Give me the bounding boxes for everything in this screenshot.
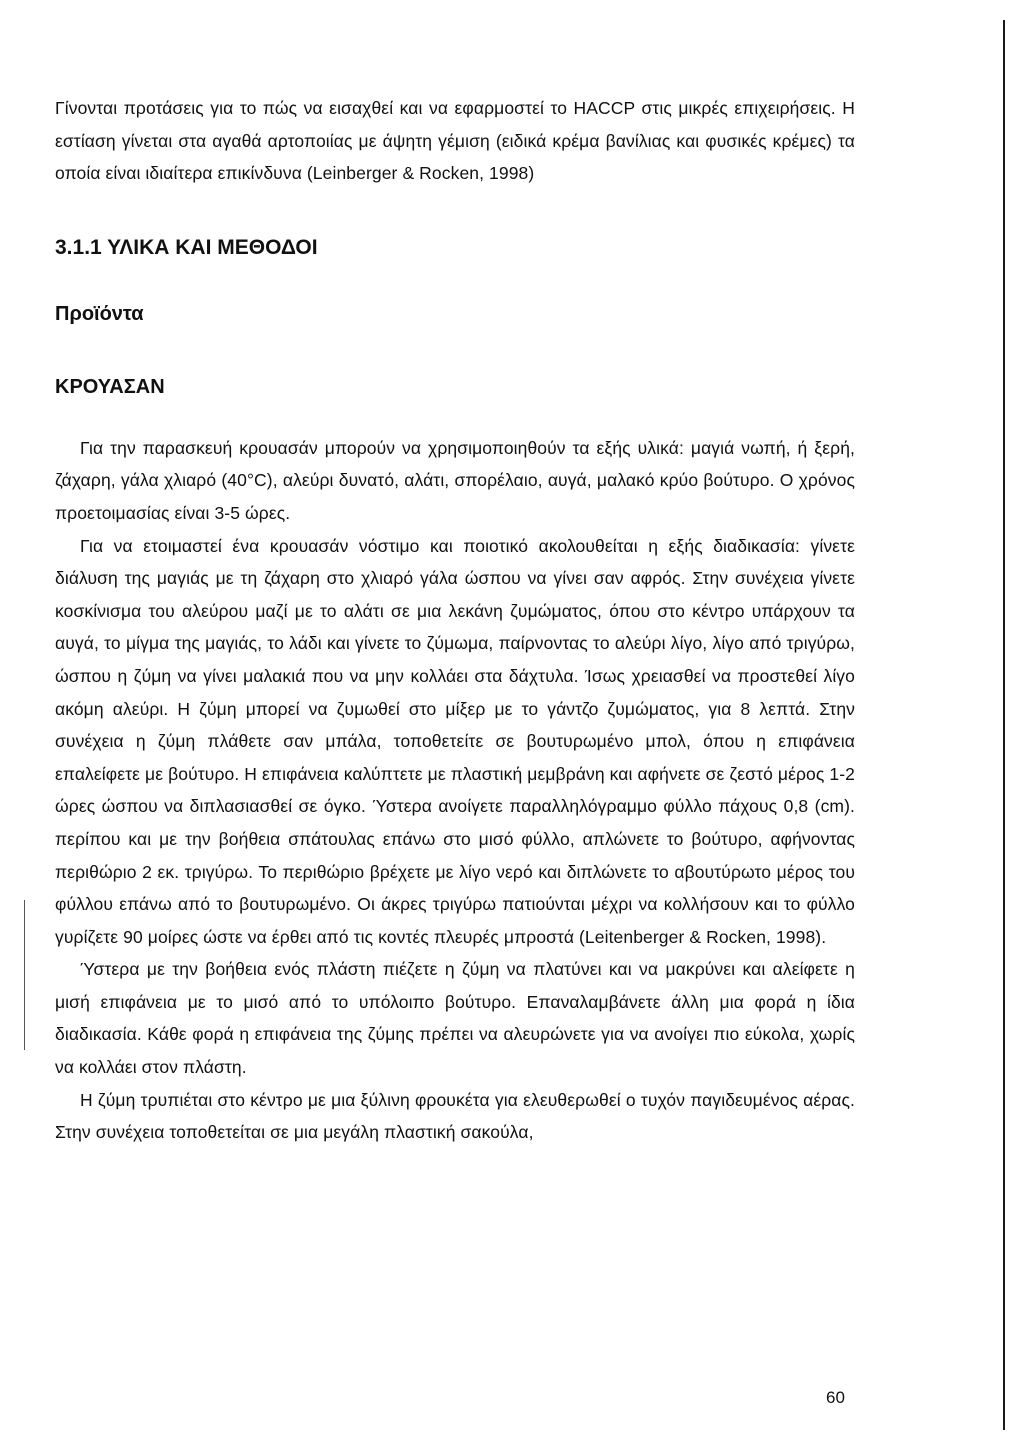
procedure-paragraph: Για να ετοιμαστεί ένα κρουασάν νόστιμο και ποιοτικό ακολουθείται η εξής διαδικασία: γίνετε διάλυση της μαγιάς με τη ζάχαρη στο χλιαρό γάλα ώσπου να γίνει σαν αφρός. Στην συνέχεια γίνετε κοσκίνισμα του αλεύρου μαζί με το αλάτι σε μια λεκάνη ζυμώματος, όπου στο κέντρο υπάρχουν τα αυγά, το μίγμα της μαγιάς, το λάδι και γίνετε το ζύμωμα, παίρνοντας το αλεύρι λίγο, λίγο από τριγύρω, ώσπου η ζύμη να γίνει μαλακιά που να μην κολλάει στα δάχτυλα. Ίσως χρειασθεί να προστεθεί λίγο ακόμη αλεύρι. Η ζύμη μπορεί να ζυμωθεί στο μίξερ με το γάντζο ζυμώματος, για 8 λεπτά. Στην συνέχεια η ζύμη πλάθετε σαν μπάλα, τοποθετείτε σε βουτυρωμένο μπολ, όπου η επιφάνεια επαλείφετε με βούτυρο. Η επιφάνεια καλύπτετε με πλαστική μεμβράνη και αφήνετε σε ζεστό μέρος 1-2 ώρες ώσπου να διπλασιασθεί σε όγκο. Ύστερα ανοίγετε παραλληλόγραμμο φύλλο πάχους 0,8 (cm). περίπου και με την βοήθεια σπάτουλας επάνω στο μισό φύλλο, απλώνετε το βούτυρο, αφήνοντας περιθώριο 2 εκ. τριγύρω. Το περιθώριο βρέχετε με λίγο νερό και διπλώνετε το αβουτύρωτο μέρος του φύλλου επάνω από το βουτυρωμένο. Οι άκρες τριγύρω πατιούνται μέχρι να κολλήσουν και το φύλλο γυρίζετε 90 μοίρες ώστε να έρθει από τις κοντές πλευρές μπροστά (Leitenberger & Rocken, 1998). bbox=[55, 535, 855, 947]
intro-paragraph: Γίνονται προτάσεις για το πώς να εισαχθεί και να εφαρμοστεί το HACCP στις μικρές επιχειρήσεις. Η εστίαση γίνεται στα αγαθά αρτοποιίας με άψητη γέμιση (ειδικά κρέμα βανίλιας και φυσικές κρέμες) τα οποία είναι ιδιαίτερα επικίνδυνα (Leinberger & Rocken, 1998) bbox=[55, 98, 855, 184]
piercing-paragraph: Η ζύμη τρυπιέται στο κέντρο με μια ξύλινη φρουκέτα για ελευθερωθεί ο τυχόν παγιδευμένος αέρας. Στην συνέχεια τοποθετείται σε μια μεγάλη πλαστική σακούλα, bbox=[55, 1089, 855, 1143]
page-body bbox=[55, 92, 855, 1149]
rolling-paragraph: Ύστερα με την βοήθεια ενός πλάστη πιέζετε η ζύμη να πλατύνει και να μακρύνει και αλείφετε η μισή επιφάνεια με το μισό από το υπόλοιπο βούτυρο. Επαναλαμβάνετε άλλη μια φορά η ίδια διαδικασία. Κάθε φορά η επιφάνεια της ζύμης πρέπει να αλευρώνετε για να ανοίγει πιο εύκολα, χωρίς να κολλάει στον πλάστη. bbox=[55, 959, 855, 1078]
page-number: 60 bbox=[826, 1388, 845, 1407]
products-heading: Προϊόντα bbox=[55, 302, 144, 325]
scan-edge-line bbox=[1003, 20, 1005, 1430]
section-title: 3.1.1 ΥΛΙΚΑ ΚΑΙ ΜΕΘΟΔΟΙ bbox=[55, 235, 318, 259]
croissant-heading: ΚΡΟΥΑΣΑΝ bbox=[55, 375, 165, 398]
ingredients-paragraph: Για την παρασκευή κρουασάν μπορούν να χρησιμοποιηθούν τα εξής υλικά: μαγιά νωπή, ή ξερή, ζάχαρη, γάλα χλιαρό (40°C), αλεύρι δυνατό, αλάτι, σπορέλαιο, αυγά, μαλακό κρύο βούτυρο. Ο χρόνος προετοιμασίας είναι 3-5 ώρες. bbox=[55, 437, 855, 523]
scan-edge-mark bbox=[24, 900, 25, 1050]
